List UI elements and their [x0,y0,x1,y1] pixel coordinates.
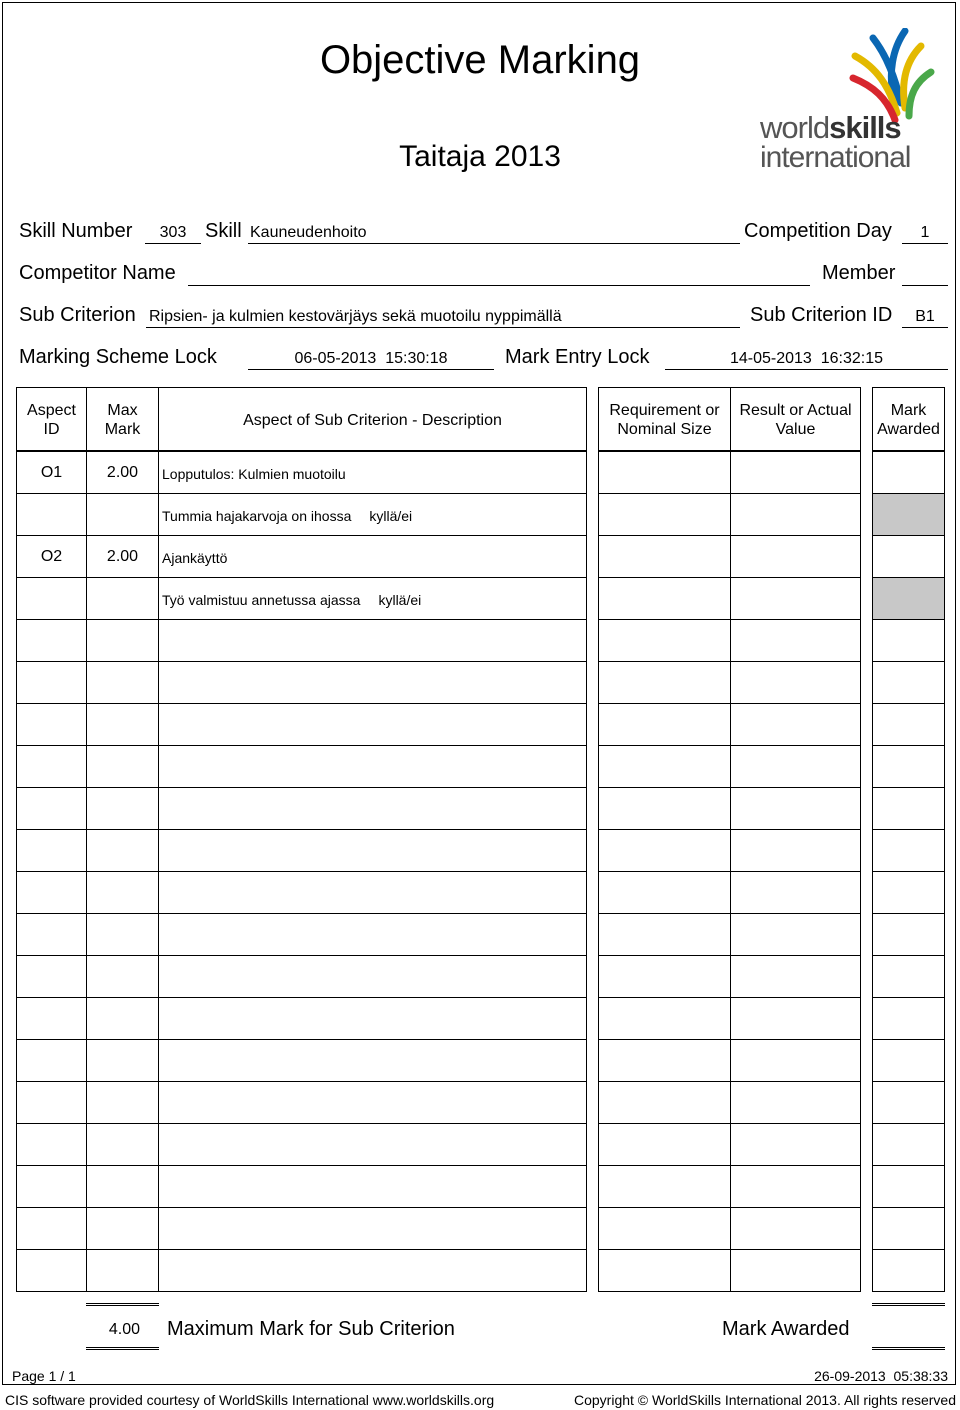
copyright-notice: Copyright © WorldSkills International 2013. All rights reserved [573,1392,956,1408]
table-cell-desc [158,619,587,662]
table-cell-desc [158,1039,587,1082]
member-label: Member [822,262,896,284]
table-cell-res [730,997,861,1040]
table-cell-id [16,1081,87,1124]
table-cell-max [86,1123,159,1166]
table-cell-id [16,829,87,872]
description-text: Lopputulos: Kulmien muotoilu [162,466,346,482]
table-cell-mark [872,787,945,830]
table-cell-max [86,1249,159,1292]
worldskills-logo [755,28,935,178]
max-mark: 2.00 [106,464,139,481]
table-cell-max [86,703,159,746]
table-cell-req [598,1207,731,1250]
aspect-description [162,550,227,566]
aspect-description [162,508,412,524]
sub-criterion-label: Sub Criterion [19,304,136,326]
aspect-description [162,592,421,608]
table-cell-res [730,1165,861,1208]
table-cell-id [16,913,87,956]
table-cell-desc [158,1207,587,1250]
table-cell-req [598,1249,731,1292]
table-cell-mark [872,871,945,914]
table-cell-mark [872,577,945,620]
table-cell-req [598,619,731,662]
table-cell-max [86,577,159,620]
table-cell-desc [158,871,587,914]
table-cell-req [598,997,731,1040]
table-cell-id [16,619,87,662]
table-cell-req [598,1081,731,1124]
table-cell-desc [158,1165,587,1208]
table-cell-desc [158,955,587,998]
table-cell-desc [158,703,587,746]
table-cell-max [86,619,159,662]
table-cell-max [86,787,159,830]
table-cell-max [86,871,159,914]
mark-entry-lock-label: Mark Entry Lock [505,346,650,368]
table-cell-mark [872,745,945,788]
table-cell-desc [158,913,587,956]
table-cell-desc [158,1081,587,1124]
table-cell-res [730,955,861,998]
skill-value: Kauneudenhoito [250,224,367,241]
table-cell-res [730,493,861,536]
competition-day-value: 1 [920,224,930,241]
table-cell-res [730,451,861,494]
table-cell-id [16,493,87,536]
table-cell-max [86,1081,159,1124]
header-max-mark: Max Mark [86,387,159,451]
competitor-name-field [188,285,810,286]
table-cell-id [16,745,87,788]
table-cell-mark [872,703,945,746]
table-cell-mark [872,1123,945,1166]
table-cell-req [598,703,731,746]
table-cell-max [86,493,159,536]
table-cell-id [16,787,87,830]
table-cell-req [598,829,731,872]
max-mark: 2.00 [106,548,139,565]
table-cell-desc [158,1123,587,1166]
event-title: Taitaja 2013 [399,140,561,173]
page-title: Objective Marking [319,38,641,82]
competitor-name-label: Competitor Name [19,262,176,284]
table-cell-desc [158,661,587,704]
table-cell-max [86,1039,159,1082]
table-cell-mark [872,451,945,494]
table-cell-id [16,1165,87,1208]
table-cell-max [86,661,159,704]
table-cell-max [86,997,159,1040]
table-cell-mark [872,493,945,536]
table-cell-max [86,955,159,998]
table-cell-id [16,997,87,1040]
table-cell-req [598,871,731,914]
table-cell-req [598,577,731,620]
max-mark-total: 4.00 [108,1321,140,1338]
table-cell-req [598,1123,731,1166]
mark-entry-lock-value: 14-05-2013 16:32:15 [729,350,883,367]
sub-criterion-value: Ripsien- ja kulmien kestovärjäys sekä muotoilu nyppimällä [149,308,562,325]
table-cell-max [86,913,159,956]
table-cell-req [598,955,731,998]
table-cell-res [730,1081,861,1124]
table-cell-res [730,745,861,788]
table-cell-mark [872,1039,945,1082]
table-cell-res [730,703,861,746]
skill-number-label: Skill Number [19,220,133,242]
aspect-id: O1 [40,464,63,481]
table-cell-max [86,745,159,788]
table-cell-id [16,1207,87,1250]
table-cell-mark [872,1207,945,1250]
table-cell-mark [872,619,945,662]
sub-criterion-id-label: Sub Criterion ID [750,304,893,326]
table-cell-mark [872,1165,945,1208]
member-field [902,285,948,286]
description-option: kyllä/ei [378,592,422,608]
table-cell-mark [872,997,945,1040]
table-cell-req [598,661,731,704]
header-aspect-id: Aspect ID [16,387,87,451]
table-cell-mark [872,1249,945,1292]
table-cell-id [16,1039,87,1082]
table-cell-desc [158,997,587,1040]
table-cell-res [730,577,861,620]
table-cell-res [730,1207,861,1250]
sub-criterion-id-value: B1 [915,308,935,325]
description-option: kyllä/ei [369,508,413,524]
logo-text-skills: skills [829,110,901,145]
table-cell-max [86,829,159,872]
table-cell-id [16,955,87,998]
table-cell-res [730,1123,861,1166]
table-cell-mark [872,1081,945,1124]
description-text: Tummia hajakarvoja on ihossa [162,508,352,524]
mark-awarded-label: Mark Awarded [722,1318,850,1340]
table-cell-req [598,913,731,956]
aspect-description [162,466,346,482]
marking-scheme-lock-label: Marking Scheme Lock [19,346,217,368]
description-text: Ajankäyttö [162,550,228,566]
table-cell-id [16,577,87,620]
header-result: Result or Actual Value [730,387,861,451]
table-cell-mark [872,829,945,872]
table-cell-res [730,829,861,872]
table-cell-res [730,661,861,704]
header-description: Aspect of Sub Criterion - Description [158,387,587,451]
table-cell-res [730,619,861,662]
page-number: Page 1 / 1 [12,1368,76,1384]
table-cell-req [598,745,731,788]
skill-label: Skill [205,220,242,242]
table-cell-res [730,1039,861,1082]
table-cell-res [730,1249,861,1292]
logo-text-international: international [760,141,911,174]
table-cell-desc [158,829,587,872]
table-cell-res [730,787,861,830]
table-cell-desc [158,787,587,830]
table-cell-res [730,535,861,578]
table-cell-res [730,913,861,956]
table-cell-req [598,1039,731,1082]
table-cell-id [16,703,87,746]
software-credit: CIS software provided courtesy of WorldSkills International www.worldskills.org [5,1392,495,1408]
description-text: Työ valmistuu annetussa ajassa [162,592,361,608]
table-cell-desc [158,1249,587,1292]
max-mark-label: Maximum Mark for Sub Criterion [167,1318,455,1340]
marking-scheme-lock-value: 06-05-2013 15:30:18 [294,350,448,367]
skill-number-value: 303 [159,224,187,241]
table-cell-id [16,871,87,914]
competition-day-label: Competition Day [744,220,892,242]
table-cell-mark [872,913,945,956]
table-cell-id [16,1123,87,1166]
table-cell-req [598,1165,731,1208]
logo-text-world: world [760,110,830,145]
table-cell-mark [872,955,945,998]
aspect-id: O2 [40,548,63,565]
header-requirement: Requirement or Nominal Size [598,387,731,451]
table-cell-id [16,661,87,704]
table-cell-max [86,1207,159,1250]
table-cell-req [598,493,731,536]
table-cell-mark [872,535,945,578]
table-cell-desc [158,745,587,788]
table-cell-res [730,871,861,914]
header-mark-awarded: Mark Awarded [872,387,945,451]
table-cell-req [598,451,731,494]
table-cell-id [16,1249,87,1292]
table-cell-req [598,787,731,830]
table-cell-req [598,535,731,578]
table-cell-mark [872,661,945,704]
print-timestamp: 26-09-2013 05:38:33 [814,1368,948,1384]
table-cell-max [86,1165,159,1208]
